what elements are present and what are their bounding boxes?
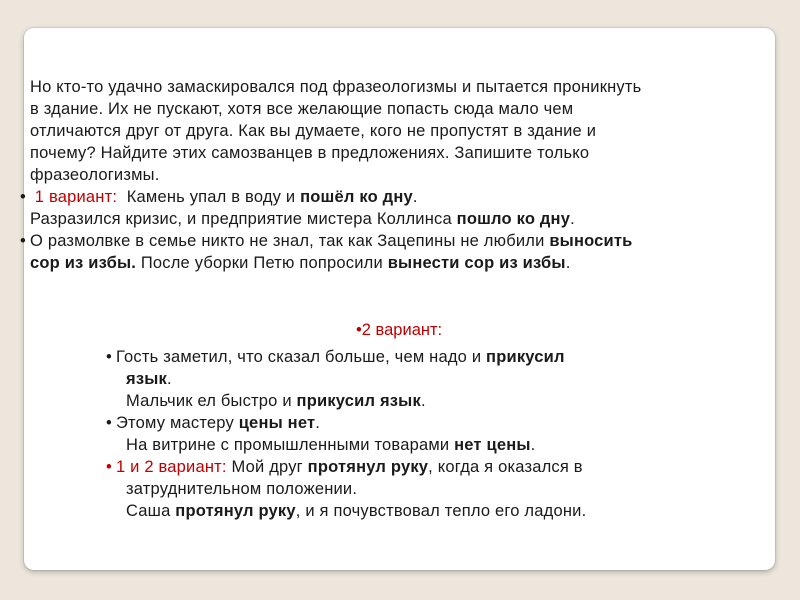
idiom: цены нет [238,414,316,432]
variant2-item-c: • Этому мастеру цены нет. [106,414,321,432]
variant1-item1: • 1 вариант: Камень упал в воду и пошёл ко дну. [20,188,418,206]
variant2-block [106,346,766,522]
idiom: нет цены [454,436,531,454]
variant1-label: 1 вариант: [34,188,118,206]
intro-line: Но кто-то удачно замаскировался под фразеологизмы и пытается проникнуть [30,78,642,96]
idiom: прикусил [486,348,565,366]
bullet-dot: • [106,348,112,366]
bullet-dot: • [20,232,26,250]
variant2-item-d: На витрине с промышленными товарами нет цены. [126,436,536,454]
variant2-heading: •2 вариант: [356,321,443,339]
variant2-item-a: • Гость заметил, что сказал больше, чем надо и прикусил [106,348,565,366]
bullet-dot: • [106,414,112,432]
idiom: сор из избы. [30,254,137,272]
variant12-item-b: Саша протянул руку, и я почувствовал тепло его ладони. [126,502,587,520]
variant1-item3: • О размолвке в семье никто не знал, так как Зацепины не любили выносить [20,232,633,250]
idiom: язык [126,370,167,388]
idiom: протянул руку [307,458,429,476]
idiom: прикусил язык [296,392,421,410]
variant12-item-a: • 1 и 2 вариант: Мой друг протянул руку, когда я оказался в [106,458,583,476]
variant1-item3-cont: сор из избы. После уборки Петю попросили вынести сор из избы. [30,254,571,272]
intro-line: отличаются друг от друга. Как вы думаете, кого не пропустят в здание и [30,122,597,140]
intro-block [20,76,765,274]
idiom: протянул руку [175,502,296,520]
idiom: пошло ко дну [456,210,571,228]
variant2-item-b: Мальчик ел быстро и прикусил язык. [126,392,426,410]
bullet-dot: • [20,188,26,206]
intro-line: в здание. Их не пускают, хотя все желающие попасть сюда мало чем [30,100,574,118]
idiom: вынести сор из избы [387,254,566,272]
variant1-item2: Разразился кризис, и предприятие мистера Коллинса пошло ко дну. [30,210,575,228]
bullet-dot: • [106,458,112,476]
idiom: выносить [549,232,633,250]
variant2-item-a-cont: язык. [126,370,172,388]
variant12-item-a-cont: затруднительном положении. [126,480,358,498]
intro-line: почему? Найдите этих самозванцев в предложениях. Запишите только [30,144,590,162]
bullet-dot: • [356,321,362,339]
intro-line: фразеологизмы. [30,166,160,184]
idiom: пошёл ко дну [300,188,413,206]
variant12-label: 1 и 2 вариант: [116,458,227,476]
